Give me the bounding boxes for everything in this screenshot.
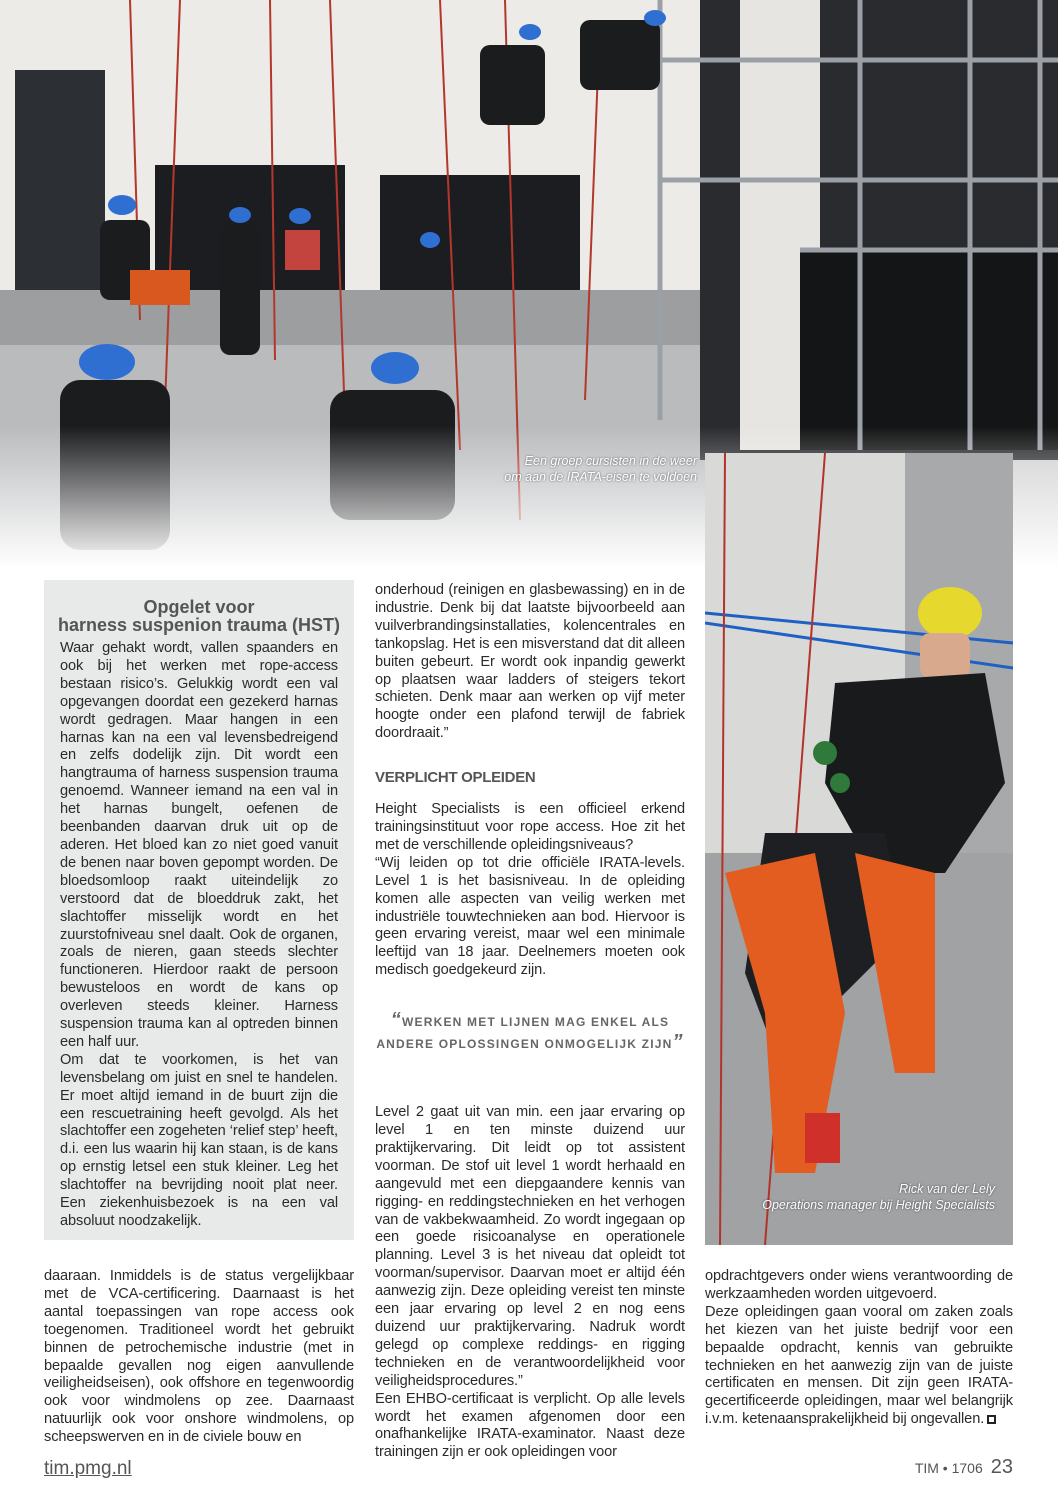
person-role: Operations manager bij Height Specialists xyxy=(762,1198,995,1212)
caption-line: Een groep cursisten in de weer xyxy=(524,454,697,468)
open-quote-mark: “ xyxy=(390,1009,402,1032)
sidebar-paragraph: Waar gehakt wordt, vallen spaanders en ook bij het werken met rope-access bestaan risico’s. Gelukkig wordt een val opgevangen doordat een gezekerd harnas wordt gedragen. Maar hangen in een harnas kan na een val levensbedreigend en zelfs dodelijk zijn. Dit wordt een hangtrauma of harness suspension trauma genoemd. Wanneer iemand na een val in het harnas bungelt, oefenen de beenbanden daarvan druk uit op de aderen. Het bloed kan zo niet goed vanuit de benen naar boven gepompt worden. De bloedsomloop raakt uiteindelijk zo verstoord dat de bloeddruk zakt, het slachtoffer misselijk wordt en het zuurstofniveau snel daalt. Ook de organen, zoals de nieren, gaan steeds slechter functioneren. Hierdoor raakt de persoon bewusteloos en wordt de kans op overleven steeds kleiner. Harness suspension trauma kan al optreden binnen een half uur. xyxy=(60,640,338,1050)
body-paragraph: Height Specialists is een officieel erkend trainingsinstituut voor rope access. Hoe zit het met de verschillende opleidingsniveaus? xyxy=(375,801,685,853)
body-paragraph: opdrachtgevers onder wiens verantwoording de werkzaamheden worden uitgevoerd. xyxy=(705,1268,1013,1302)
body-paragraph: Een EHBO-certificaat is verplicht. Op alle levels wordt het examen afgenomen door een onafhankelijke IRATA-examinator. Naast deze trainingen zijn er ook opleidingen voor xyxy=(375,1390,685,1461)
pull-quote xyxy=(375,1010,685,1054)
sidebar-title xyxy=(44,598,354,634)
column-1-text xyxy=(44,1268,354,1447)
column-2-text xyxy=(375,582,685,1462)
magazine-issue: TIM • 1706 xyxy=(914,1460,983,1476)
rope-worker-image xyxy=(705,453,1013,1245)
hst-sidebar-box xyxy=(44,580,354,1240)
pull-quote-line1: WERKEN MET LIJNEN MAG ENKEL ALS xyxy=(401,1015,670,1030)
body-paragraph: “Wij leiden op tot drie officiële IRATA-levels. Level 1 is het basisniveau. In de opleiding komen alle aspecten van veilig werken met industriële touwtechnieken aan bod. Hiervoor is geen ervaring vereist, maar wel een minimale leeftijd van 18 jaar. Deelnemers moeten ook medisch goedgekeurd zijn. xyxy=(375,854,685,979)
section-heading: VERPLICHT OPLEIDEN xyxy=(375,769,536,787)
person-name: Rick van der Lely xyxy=(899,1182,995,1196)
body-paragraph: onderhoud (reinigen en glasbewassing) en in de industrie. Denk bij dat laatste bijvoorbeeld aan vuilverbrandingsinstallaties, kolencentrales en tankopslag. Het is een misverstand dat dit alleen buiten gebeurt. Er wordt ook inpandig gewerkt op plaatsen waar ladders of steigers tekort schieten. Denk maar aan werken op vijf meter hoogte onder een plafond terwijl de fabriek doordraait.” xyxy=(375,582,685,742)
top-photo-caption xyxy=(480,453,697,485)
sidebar-body xyxy=(44,640,354,1231)
sidebar-title-line1: Opgelet voor xyxy=(143,597,255,617)
portrait-caption xyxy=(705,1181,995,1213)
end-of-article-square-icon xyxy=(987,1415,996,1424)
page-footer-info xyxy=(915,1456,1013,1479)
body-paragraph: daaraan. Inmiddels is de status vergelijkbaar met de VCA-certificering. Daarnaast is het aantal toepassingen van rope access ook toegenomen. Traditioneel wordt het gebruikt binnen de petrochemische industrie (met in bepaalde gevallen nog eigen aanvullende veiligheidseisen), ook offshore en tegenwoordig ook voor windmolens op zee. Daarnaast natuurlijk ook voor onshore windmolens, op scheepswerven en in de civiele bouw en xyxy=(44,1268,354,1446)
caption-line: om aan de IRATA-eisen te voldoen xyxy=(504,470,697,484)
page-number: 23 xyxy=(990,1456,1013,1478)
column-3-text xyxy=(705,1268,1013,1429)
body-paragraph: Level 2 gaat uit van min. een jaar ervaring op level 1 en ten minste duizend uur praktijkervaring. Dit leidt op tot assistent voorman. De stof uit level 1 wordt herhaald en aangevuld met een diepgaandere kennis van rigging- en reddingstechnieken en het verhogen van de vakbekwaamheid. Zo wordt ingegaan op een goede risicoanalyse en operationele planning. Level 3 is het niveau dat opleidt tot voorman/supervisor. Daarvan moet er altijd één aanwezig zijn. Deze opleiding vereist ten minste een jaar ervaring op level 2 en nog eens duizend uur praktijkervaring. Nadruk wordt gelegd op complexe reddings- en rigging technieken en de verantwoordelijkheid voor veiligheidsprocedures.” xyxy=(375,1104,685,1389)
close-quote-mark: ” xyxy=(672,1031,684,1054)
website-link[interactable]: tim.pmg.nl xyxy=(44,1458,132,1479)
sidebar-title-line2: harness suspenion trauma (HST) xyxy=(57,615,341,635)
body-paragraph: Deze opleidingen gaan vooral om zaken zoals het kiezen van het juiste bedrijf voor een bepaalde opdracht, kennis van gebruikte technieken en het aanwezig zijn van de juiste certificaten en mensen. Dit zijn geen IRATA-gecertificeerde opleidingen, maar wel belangrijk i.v.m. ketenaansprakelijkheid bij ongevallen. xyxy=(705,1303,1013,1428)
portrait-photo-rope-access-worker xyxy=(705,453,1013,1245)
pull-quote-line2: ANDERE OPLOSSINGEN ONMOGELIJK ZIJN xyxy=(376,1037,673,1052)
sidebar-paragraph: Om dat te voorkomen, is het van levensbelang om juist en snel te handelen. Er moet altijd iemand in de buurt zijn die een rescuetraining heeft gevolgd. Als het slachtoffer een zogeheten ‘relief step’ heeft, d.i. een lus waarin hij kan staan, is de kans op ernstig letsel een stuk kleiner. Leg het slachtoffer na bevrijding nooit plat neer. Een ziekenhuisbezoek is na een val absoluut noodzakelijk. xyxy=(60,1051,338,1229)
